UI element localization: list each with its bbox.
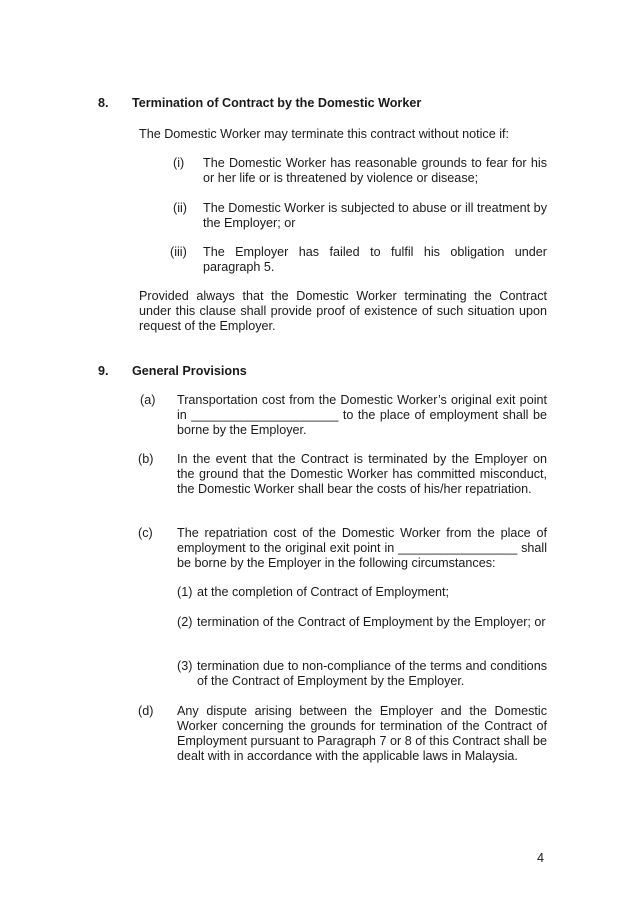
section-9-number: 9. — [98, 364, 109, 378]
section-8-heading: Termination of Contract by the Domestic Worker — [132, 96, 422, 110]
section-9-item-d-label: (d) — [138, 704, 154, 718]
section-9-item-b-text: In the event that the Contract is terminated by the Employer on the ground that the Domestic Worker has committed misconduct, the Domestic Worker shall bear the costs of his/her repatriation. — [177, 452, 547, 496]
circumstance-1-label: (1) — [177, 585, 193, 599]
section-8-item-i-label: (i) — [173, 156, 185, 170]
circumstance-2-text: termination of the Contract of Employment by the Employer; or — [197, 615, 546, 629]
section-9-item-c-label: (c) — [138, 526, 153, 540]
section-9-item-a-text: Transportation cost from the Domestic Worker’s original exit point in _____________________ to the place of employment shall be borne by the Employer. — [177, 393, 547, 437]
section-8-number: 8. — [98, 96, 109, 110]
section-9-item-d-text: Any dispute arising between the Employer and the Domestic Worker concerning the grounds for termination of the Contract of Employment pursuant to Paragraph 7 or 8 of this Contract shall be dealt with in accordance with the applicable laws in Malaysia. — [177, 704, 547, 763]
section-8-item-ii-label: (ii) — [173, 201, 187, 215]
circumstance-3-label: (3) — [177, 659, 193, 673]
section-8-item-iii-text: The Employer has failed to fulfil his obligation under paragraph 5. — [203, 245, 547, 274]
section-8-item-iii-label: (iii) — [170, 245, 187, 259]
section-9-item-a-label: (a) — [140, 393, 156, 407]
section-9-item-b-label: (b) — [138, 452, 154, 466]
circumstance-2-label: (2) — [177, 615, 193, 629]
circumstance-1-text: at the completion of Contract of Employment; — [197, 585, 449, 599]
section-8-item-i-text: The Domestic Worker has reasonable grounds to fear for his or her life or is threatened by violence or disease; — [203, 156, 547, 185]
page-number: 4 — [537, 851, 545, 865]
section-9-heading: General Provisions — [132, 364, 247, 378]
section-8-proviso: Provided always that the Domestic Worker terminating the Contract under this clause shall provide proof of existence of such situation upon request of the Employer. — [139, 289, 547, 333]
section-9-item-c-text: The repatriation cost of the Domestic Worker from the place of employment to the original exit point in _________________ shall be borne by the Employer in the following circumstances: — [177, 526, 547, 570]
circumstance-3-text: termination due to non-compliance of the terms and conditions of the Contract of Employment by the Employer. — [197, 659, 547, 688]
section-8-item-ii-text: The Domestic Worker is subjected to abuse or ill treatment by the Employer; or — [203, 201, 547, 230]
section-8-intro: The Domestic Worker may terminate this contract without notice if: — [139, 127, 510, 141]
